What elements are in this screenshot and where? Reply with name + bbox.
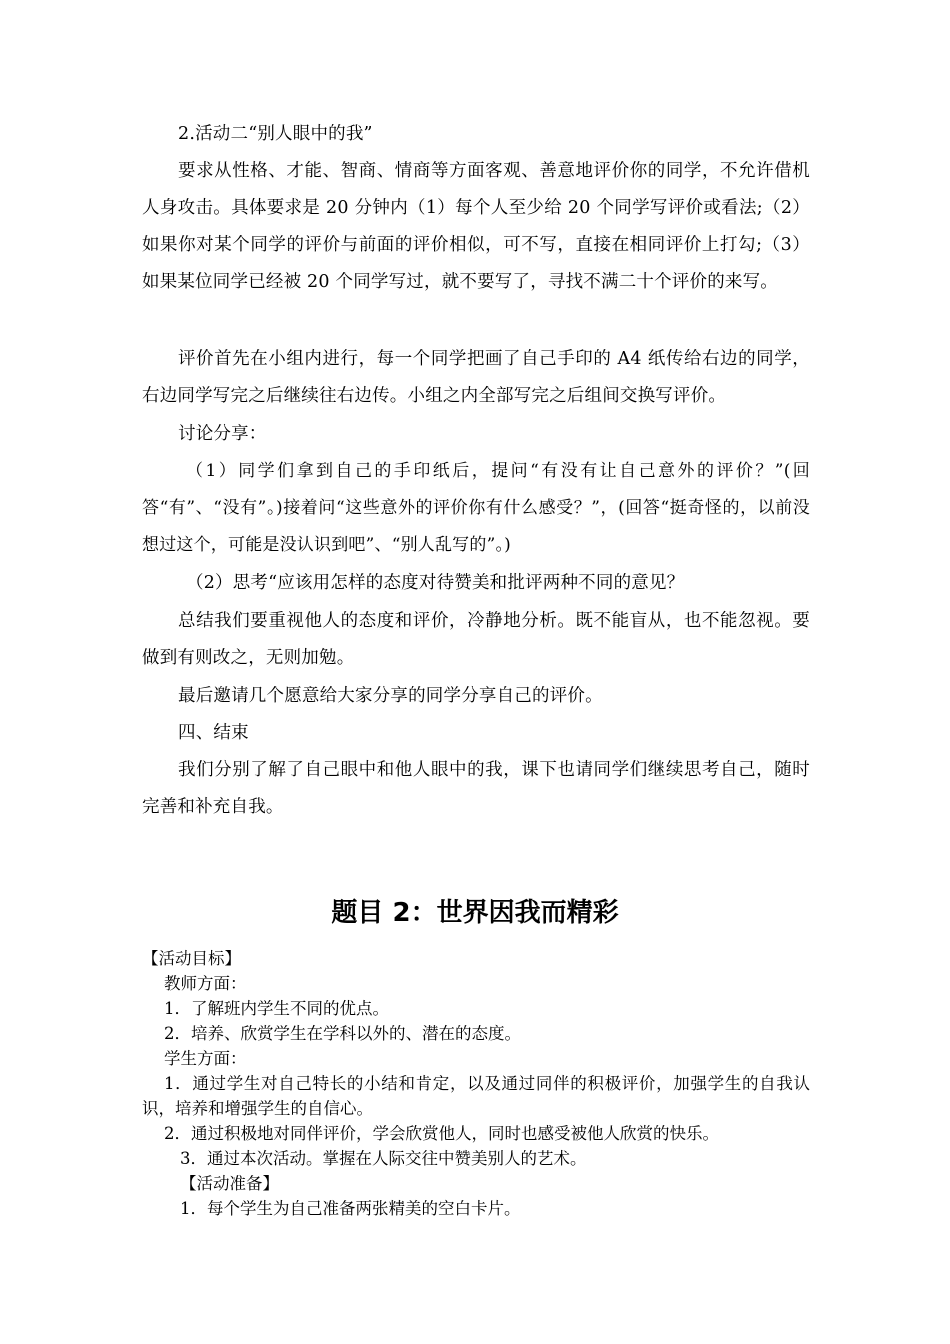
discussion-item-2: （2）思考“应该用怎样的态度对待赞美和批评两种不同的意见？ [186,573,685,593]
discussion-label: 讨论分享： [178,424,267,444]
goals-heading: 【活动目标】 [142,949,241,968]
discussion-item-1: （1）同学们拿到自己的手印纸后，提问“有没有让自己意外的评价？”(回答“有”、“没有”。)接着问“这些意外的评价你有什么感受？”，(回答“挺奇怪的，以前没想过这个，可能是没认识到吧”、“别人乱写的”。) [142,461,810,555]
student-goal-1: 1．通过学生对自己特长的小结和肯定，以及通过同伴的积极评价，加强学生的自我认识，培养和增强学生的自信心。 [142,1074,810,1118]
paragraph-conclusion: 我们分别了解了自己眼中和他人眼中的我，课下也请同学们继续思考自己，随时完善和补充自我。 [142,760,810,817]
end-heading: 四、结束 [178,723,249,743]
activity2-title: 2.活动二“别人眼中的我” [178,124,373,144]
prep-heading: 【活动准备】 [180,1174,279,1193]
paragraph-summary: 总结我们要重视他人的态度和评价，冷静地分析。既不能盲从，也不能忽视。要做到有则改之，无则加勉。 [142,611,810,668]
paragraph-process: 评价首先在小组内进行，每一个同学把画了自己手印的 A4 纸传给右边的同学，右边同学写完之后继续往右边传。小组之内全部写完之后组间交换写评价。 [142,349,810,406]
teacher-label: 教师方面： [164,974,247,993]
student-goal-2: 2．通过积极地对同伴评价，学会欣赏他人，同时也感受被他人欣赏的快乐。 [164,1124,719,1143]
student-label: 学生方面： [164,1049,247,1068]
prep-item-1: 1．每个学生为自己准备两张精美的空白卡片。 [180,1199,521,1218]
paragraph-requirements: 要求从性格、才能、智商、情商等方面客观、善意地评价你的同学，不允许借机人身攻击。具体要求是 20 分钟内（1）每个人至少给 20 个同学写评价或看法;（2）如果你对某个同学的评价与前面的评价相似，可不写，直接在相同评价上打勾;（3）如果某位同学已经被 20 个同学写过，就不要写了，寻找不满二十个评价的来写。 [142,161,810,292]
section-title: 题目 2：世界因我而精彩 [331,898,619,928]
paragraph-invite: 最后邀请几个愿意给大家分享的同学分享自己的评价。 [178,686,603,706]
student-goal-3: 3．通过本次活动。掌握在人际交往中赞美别人的艺术。 [180,1149,587,1168]
teacher-goal-2: 2．培养、欣赏学生在学科以外的、潜在的态度。 [164,1024,521,1043]
teacher-goal-1: 1．了解班内学生不同的优点。 [164,999,389,1018]
